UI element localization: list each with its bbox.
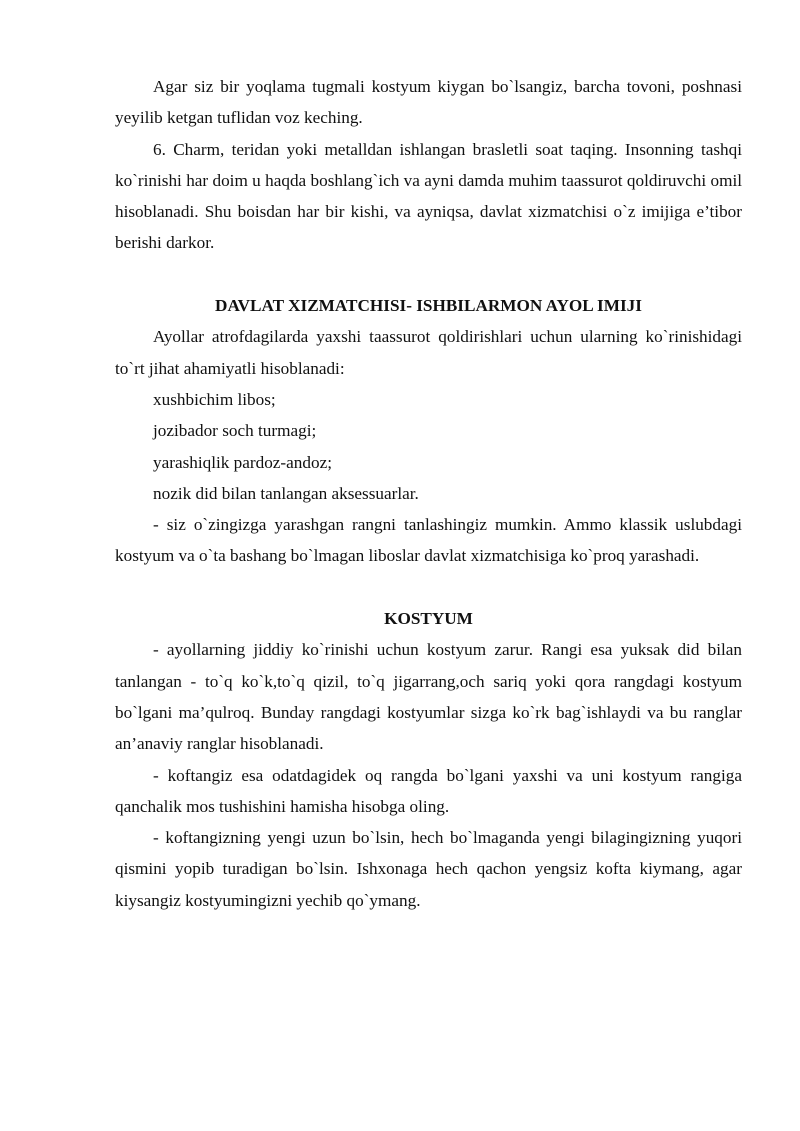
paragraph-intro-1: Agar siz bir yoqlama tugmali kostyum kiygan bo`lsangiz, barcha tovoni, poshnasi yeyilib ketgan tuflidan voz keching. [115,77,742,128]
spacer [115,259,742,290]
paragraph-kostyum-3: - koftangizning yengi uzun bo`lsin, hech bo`lmaganda yengi bilagingizning yuqori qismini yopib turadigan bo`lsin. Ishxonaga hech qachon yengsiz kofta kiymang, agar kiysangiz kostyumingizni yechib qo`ymang. [115,828,742,910]
section-heading-davlat-xizmatchisi: DAVLAT XIZMATCHISI- ISHBILARMON AYOL IMIJI [215,296,642,316]
spacer [115,572,742,603]
list-item: nozik did bilan tanlangan aksessuarlar. [153,483,419,503]
section-heading-kostyum: KOSTYUM [384,609,473,629]
paragraph-section1-intro: Ayollar atrofdagilarda yaxshi taassurot qoldirishlari uchun ularning ko`rinishidagi to`rt jihat ahamiyatli hisoblanadi: [115,327,742,378]
paragraph-kostyum-2: - koftangiz esa odatdagidek oq rangda bo`lgani yaxshi va uni kostyum rangiga qanchalik mos tushishini hamisha hisobga oling. [115,765,742,816]
paragraph-section1-after: - siz o`zingizga yarashgan rangni tanlashingiz mumkin. Ammo klassik uslubdagi kostyum va o`ta bashang bo`lmagan liboslar davlat xizmatchisiga ko`proq yarashadi. [115,515,742,566]
paragraph-intro-2: 6. Charm, teridan yoki metalldan ishlangan brasletli soat taqing. Insonning tashqi ko`rinishi har doim u haqda boshlang`ich va ayni damda muhim taassurot qoldiruvchi omil hisoblanadi. Shu boisdan har bir kishi, va ayniqsa, davlat xizmatchisi o`z imijiga e’tibor berishi darkor. [115,139,742,253]
paragraph-kostyum-1: - ayollarning jiddiy ko`rinishi uchun kostyum zarur. Rangi esa yuksak did bilan tanlangan - to`q ko`k,to`q qizil, to`q jigarrang,och sariq yoki qora rangdagi kostyum bo`lgani ma’qulroq. Bunday rangdagi kostyumlar sizga ko`rk bag`ishlaydi va bu ranglar an’anaviy ranglar hisoblanadi. [115,640,742,754]
list-item: jozibador soch turmagi; [153,421,317,441]
list-item: yarashiqlik pardoz-andoz; [153,452,332,472]
list-item: xushbichim libos; [153,389,276,409]
